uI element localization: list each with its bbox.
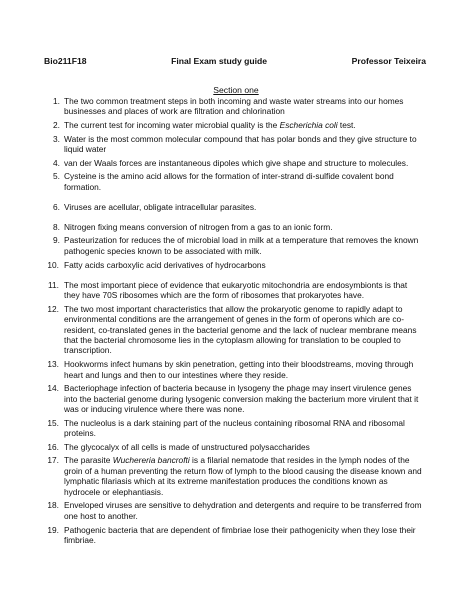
list-item	[50, 120, 422, 130]
item-text: Pathogenic bacteria that are dependent of fimbriae lose their pathogenicity when they lose their fimbriae.	[64, 524, 416, 545]
item-text: The two common treatment steps in both incoming and waste water streams into our homes businesses and places of work are filtration and chlorination	[64, 96, 404, 117]
item-number: 8.	[53, 221, 60, 232]
item-text: van der Waals forces are instantaneous dipoles which give shape and structure to molecules.	[64, 157, 409, 168]
item-text: Fatty acids carboxylic acid derivatives of hydrocarbons	[64, 259, 266, 270]
item-text: Cysteine is the amino acid allows for the formation of inter-strand di-sulfide covalent bond formation.	[64, 171, 394, 192]
list-item	[47, 417, 422, 439]
item-number: 10.	[47, 259, 59, 270]
item-text: Bacteriophage infection of bacteria because in lysogeny the phage may insert virulence genes into the bacterial genome during lysogenic conversion making the bacterium more virulent that it was or inducing virulence where there was none.	[64, 383, 419, 415]
document-header	[44, 56, 426, 67]
document-title: Final Exam study guide	[171, 56, 268, 66]
item-number: 18.	[47, 500, 59, 511]
list-item	[47, 259, 422, 270]
list-item	[47, 455, 422, 497]
item-number: 1.	[53, 96, 60, 106]
item-text: The most important piece of evidence that eukaryotic mitochondria are endosymbionts is that they have 70S ribosomes which are the form of ribosomes that prokaryotes have.	[64, 279, 408, 300]
item-number: 12.	[47, 303, 59, 314]
list-item	[50, 222, 422, 232]
list-item	[47, 383, 422, 415]
item-text: Viruses are acellular, obligate intracellular parasites.	[64, 201, 257, 212]
list-item	[50, 235, 422, 256]
item-number: 4.	[53, 157, 60, 168]
item-number: 14.	[47, 383, 59, 394]
item-number: 15.	[47, 417, 59, 428]
species-name: Wuchereria bancrofti	[112, 455, 190, 466]
item-text: The nucleolus is a dark staining part of the nucleus containing ribosomal RNA and ribosomal proteins.	[64, 417, 405, 439]
list-item	[50, 96, 422, 117]
item-text: The parasite Wuchereria bancrofti is a filarial nematode that resides in the lymph nodes of the groin of a human preventing the return flow of lymph to the blood causing the disease known and lymphatic filariasis which at its extreme manifestation produces the conditions known as hydrocele or elephantiasis.	[64, 455, 422, 497]
course-code: Bio211F18	[44, 56, 87, 66]
list-item	[47, 524, 422, 546]
item-text: The current test for incoming water microbial quality is the Escherichia coli test.	[64, 120, 356, 131]
list-item	[47, 500, 422, 521]
list-item	[50, 202, 422, 212]
item-number: 16.	[47, 441, 59, 452]
item-text: The two most important characteristics that allow the prokaryotic genome to rapidly adapt to environmental conditions are the arrangement of genes in the form of operons which are co-resident, co-translated genes in the bacterial genome and the lack of nuclear membrane means that the bacterial chromosome lies in the cytoplasm allowing for translation to be coupled to transcription.	[64, 303, 417, 356]
item-number: 11.	[48, 279, 59, 290]
item-number: 9.	[53, 235, 60, 246]
list-item	[50, 134, 422, 155]
list-item	[47, 359, 422, 380]
professor-name: Professor Teixeira	[351, 56, 426, 66]
item-text: Enveloped viruses are sensitive to dehydration and detergents and require to be transferred from one host to another.	[64, 500, 422, 521]
section-title: Section one	[213, 85, 259, 95]
item-number: 6.	[53, 201, 60, 212]
item-text: Hookworms infect humans by skin penetration, getting into their bloodstreams, moving through heart and lungs and then to our intestines where they reside.	[64, 359, 414, 380]
list-item	[50, 158, 422, 168]
item-number: 17.	[47, 455, 59, 466]
item-number: 5.	[53, 171, 60, 182]
list-item	[47, 441, 422, 452]
list-item	[50, 171, 422, 192]
item-number: 3.	[53, 133, 60, 144]
species-name: Escherichia coli	[279, 120, 338, 131]
item-text: Pasteurization for reduces the of microbial load in milk at a temperature that removes the known pathogenic species known to be associated with milk.	[64, 235, 419, 256]
study-guide-list	[47, 96, 422, 545]
list-item	[47, 303, 422, 356]
item-text: Water is the most common molecular compound that has polar bonds and they give structure to liquid water	[64, 133, 417, 155]
item-number: 2.	[53, 120, 60, 131]
item-text: Nitrogen fixing means conversion of nitrogen from a gas to an ionic form.	[64, 221, 333, 232]
item-text: The glycocalyx of all cells is made of unstructured polysaccharides	[64, 441, 310, 452]
item-number: 19.	[47, 524, 59, 535]
item-number: 13.	[47, 359, 59, 370]
list-item	[50, 280, 422, 301]
